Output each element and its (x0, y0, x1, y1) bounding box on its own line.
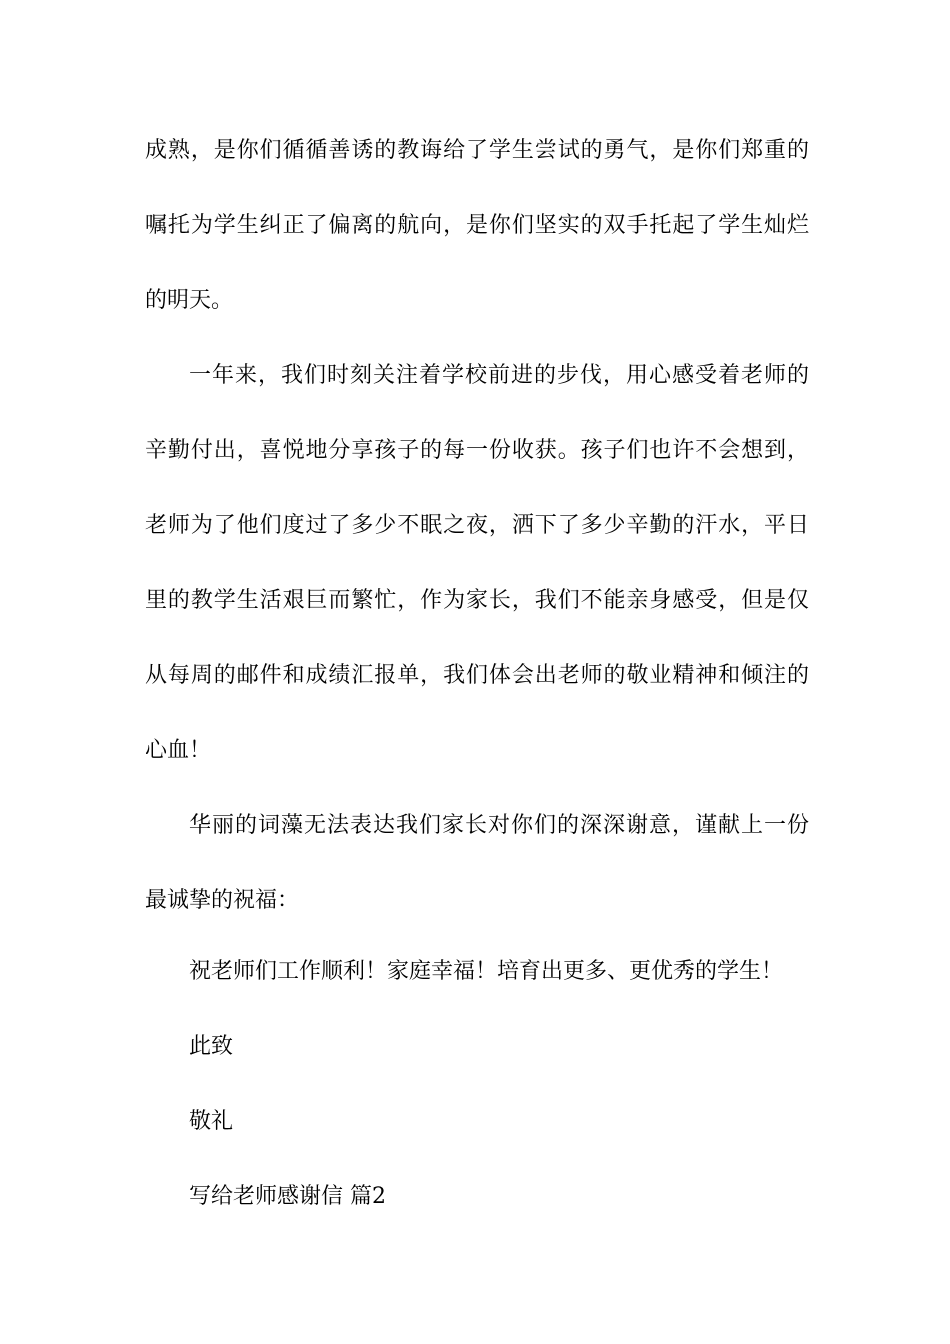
paragraph-2-line-1: 一年来，我们时刻关注着学校前进的步伐，用心感受着老师的 (189, 363, 809, 388)
paragraph-1-line-2: 嘱托为学生纠正了偏离的航向，是你们坚实的双手托起了学生灿烂 (145, 213, 809, 238)
paragraph-2-line-4: 里的教学生活艰巨而繁忙，作为家长，我们不能亲身感受，但是仅 (145, 588, 809, 613)
closing-jing-li: 敬礼 (189, 1109, 234, 1134)
closing-ci-zhi: 此致 (189, 1034, 234, 1059)
paragraph-2-line-5: 从每周的邮件和成绩汇报单，我们体会出老师的敬业精神和倾注的 (145, 663, 809, 688)
paragraph-1-line-1: 成熟，是你们循循善诱的教诲给了学生尝试的勇气，是你们郑重的 (145, 138, 809, 163)
paragraph-1 (145, 126, 809, 351)
paragraph-3-line-1: 华丽的词藻无法表达我们家长对你们的深深谢意，谨献上一份 (189, 813, 809, 838)
paragraph-1-line-3: 的明天。 (145, 288, 234, 313)
paragraph-3 (145, 801, 809, 951)
blessing-line: 祝老师们工作顺利！家庭幸福！培育出更多、更优秀的学生！ (189, 959, 784, 984)
paragraph-2-line-2: 辛勤付出，喜悦地分享孩子的每一份收获。孩子们也许不会想到， (145, 438, 809, 463)
paragraph-2 (145, 351, 809, 801)
paragraph-2-line-6: 心血！ (145, 738, 212, 763)
paragraph-3-line-2: 最诚挚的祝福： (145, 888, 300, 913)
paragraph-2-line-3: 老师为了他们度过了多少不眠之夜，洒下了多少辛勤的汗水，平日 (145, 513, 809, 538)
next-section-heading: 写给老师感谢信 篇2 (189, 1184, 386, 1209)
